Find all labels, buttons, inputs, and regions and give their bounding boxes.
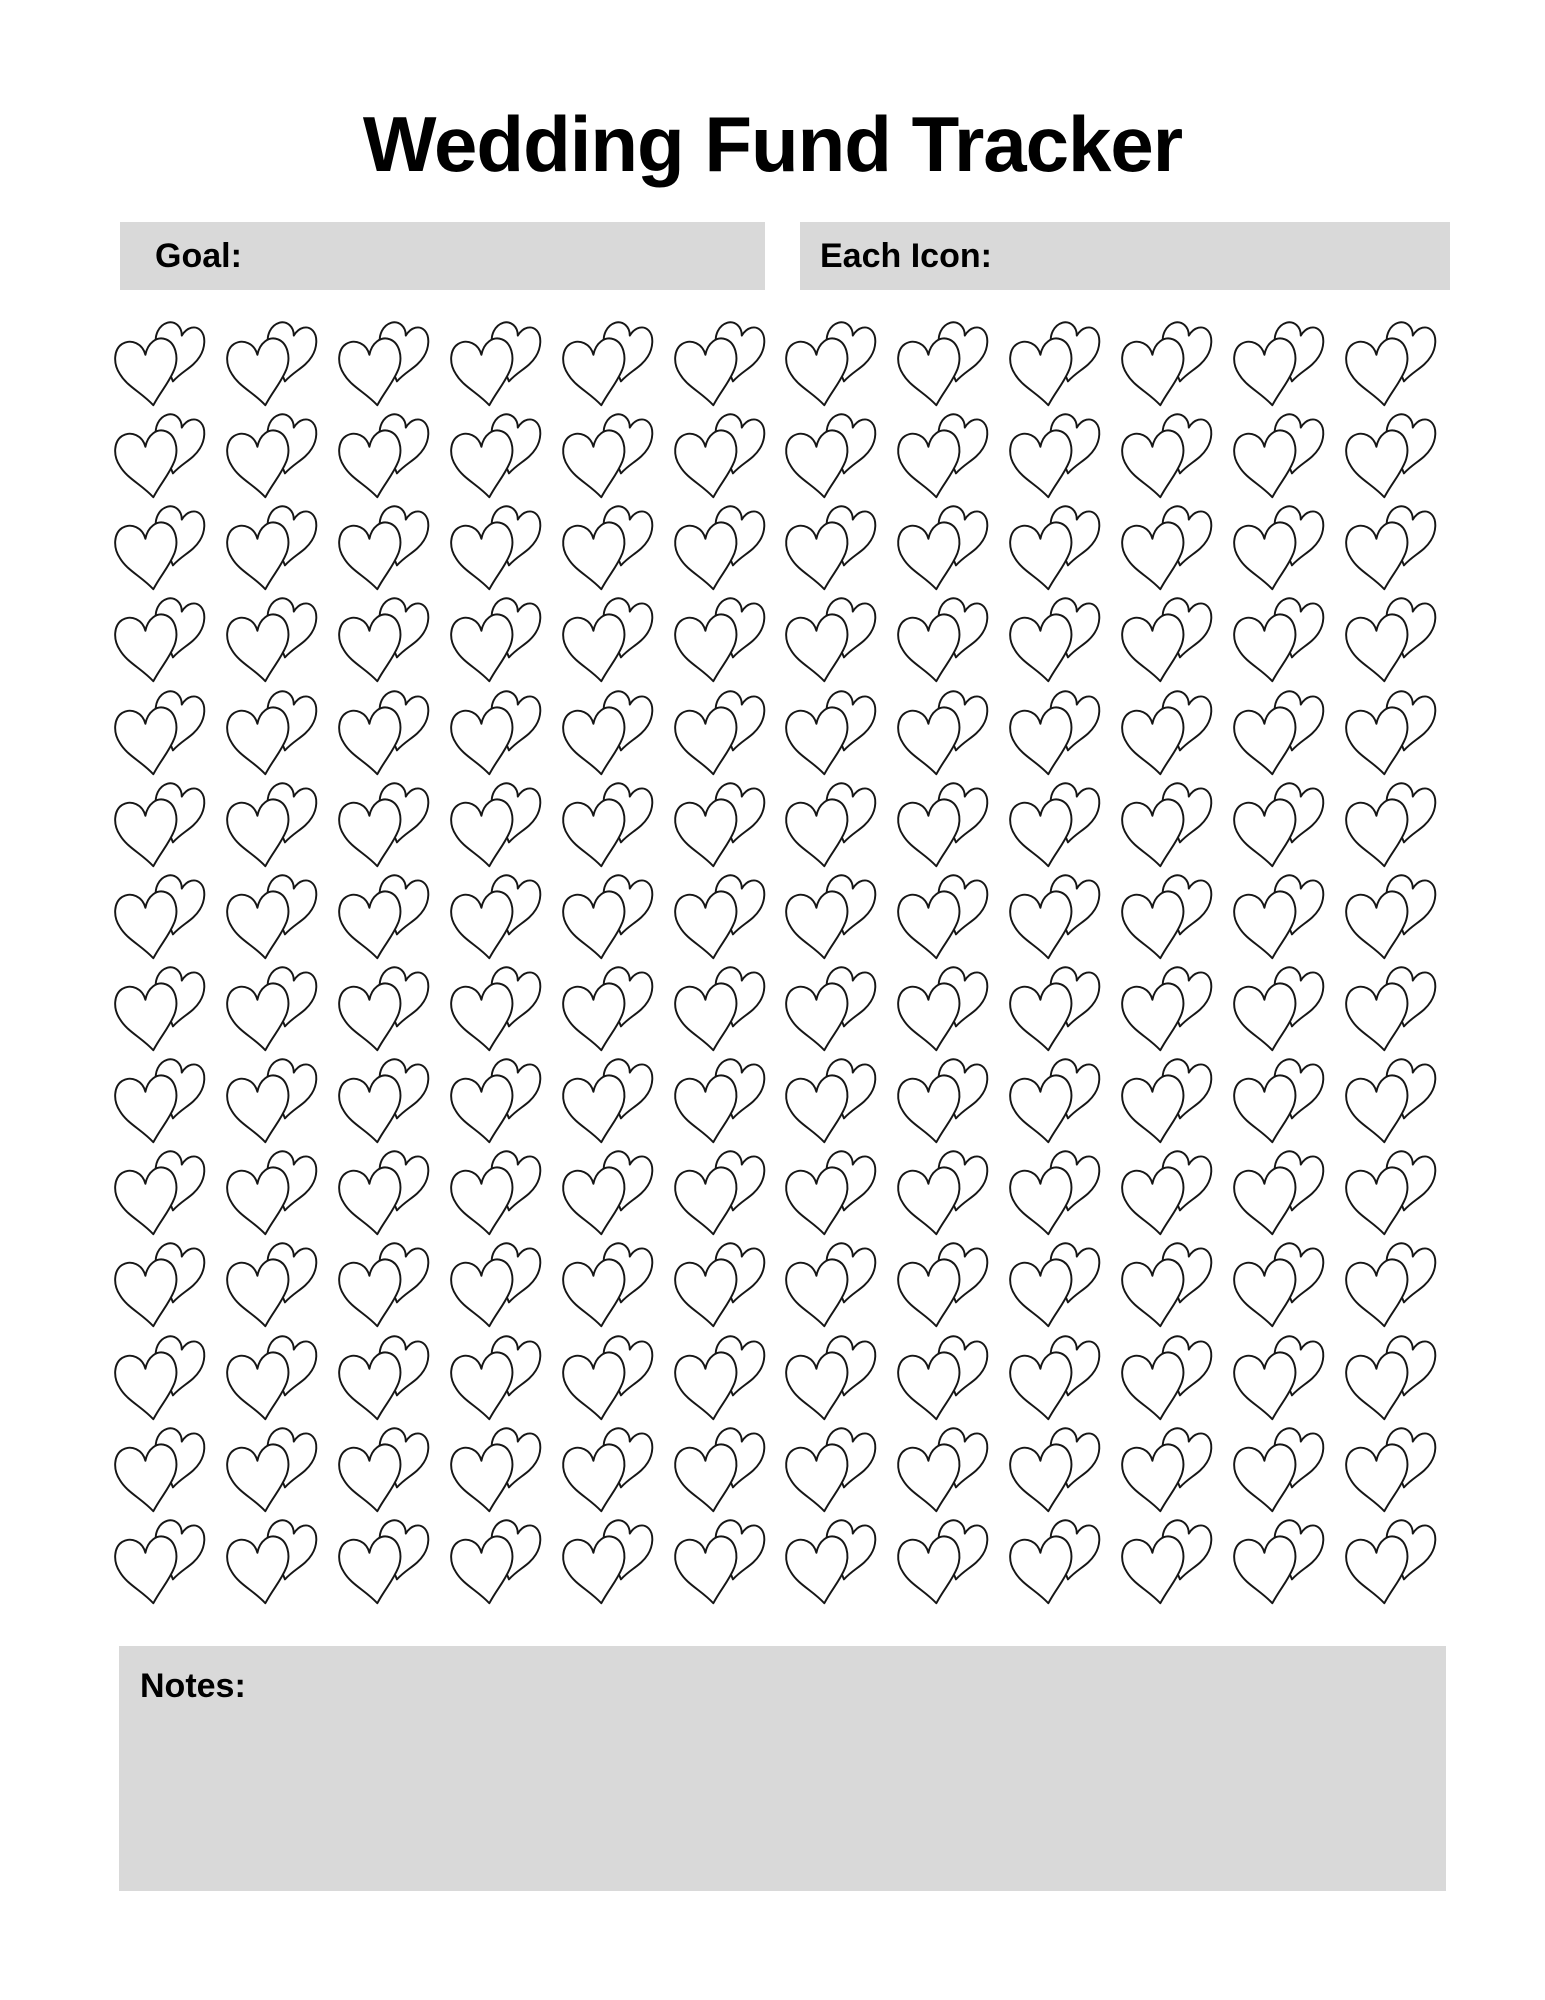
double-hearts-icon: [896, 875, 984, 963]
double-hearts-icon: [1344, 506, 1432, 594]
double-hearts-icon: [1120, 1059, 1208, 1147]
double-hearts-icon: [337, 322, 425, 410]
double-hearts-icon: [225, 1059, 313, 1147]
double-hearts-icon: [1008, 967, 1096, 1055]
double-hearts-icon: [673, 598, 761, 686]
notes-box: [119, 1646, 1446, 1891]
double-hearts-icon: [225, 1151, 313, 1239]
double-hearts-icon: [673, 322, 761, 410]
double-hearts-icon: [113, 783, 201, 871]
double-hearts-icon: [113, 598, 201, 686]
double-hearts-icon: [673, 1520, 761, 1608]
double-hearts-icon: [896, 322, 984, 410]
double-hearts-icon: [337, 1059, 425, 1147]
double-hearts-icon: [113, 1243, 201, 1331]
double-hearts-icon: [225, 1428, 313, 1516]
double-hearts-icon: [1008, 1428, 1096, 1516]
double-hearts-icon: [1120, 783, 1208, 871]
double-hearts-icon: [561, 1243, 649, 1331]
double-hearts-icon: [337, 1336, 425, 1424]
double-hearts-icon: [1232, 322, 1320, 410]
double-hearts-icon: [449, 875, 537, 963]
double-hearts-icon: [449, 1428, 537, 1516]
double-hearts-icon: [449, 506, 537, 594]
double-hearts-icon: [113, 691, 201, 779]
double-hearts-icon: [784, 414, 872, 502]
double-hearts-icon: [784, 691, 872, 779]
double-hearts-icon: [225, 967, 313, 1055]
double-hearts-icon: [1008, 1520, 1096, 1608]
double-hearts-icon: [449, 1243, 537, 1331]
double-hearts-icon: [1344, 1428, 1432, 1516]
double-hearts-icon: [1344, 598, 1432, 686]
double-hearts-icon: [1120, 875, 1208, 963]
double-hearts-icon: [225, 322, 313, 410]
double-hearts-icon: [673, 967, 761, 1055]
double-hearts-icon: [337, 967, 425, 1055]
double-hearts-icon: [1008, 783, 1096, 871]
double-hearts-icon: [673, 1428, 761, 1516]
double-hearts-icon: [1344, 1520, 1432, 1608]
double-hearts-icon: [1232, 506, 1320, 594]
double-hearts-icon: [561, 1520, 649, 1608]
each-icon-label: Each Icon:: [820, 237, 992, 275]
each-icon-value-blank: [992, 222, 1450, 290]
double-hearts-icon: [1344, 967, 1432, 1055]
double-hearts-icon: [561, 967, 649, 1055]
double-hearts-icon: [449, 322, 537, 410]
double-hearts-icon: [561, 1428, 649, 1516]
double-hearts-icon: [1344, 1151, 1432, 1239]
double-hearts-icon: [896, 967, 984, 1055]
double-hearts-icon: [1344, 414, 1432, 502]
double-hearts-icon: [1344, 1243, 1432, 1331]
double-hearts-icon: [337, 414, 425, 502]
double-hearts-icon: [1008, 691, 1096, 779]
double-hearts-icon: [1232, 1243, 1320, 1331]
double-hearts-icon: [561, 783, 649, 871]
double-hearts-icon: [561, 322, 649, 410]
double-hearts-icon: [784, 783, 872, 871]
double-hearts-icon: [784, 1151, 872, 1239]
double-hearts-icon: [1120, 691, 1208, 779]
double-hearts-icon: [896, 1059, 984, 1147]
double-hearts-icon: [896, 783, 984, 871]
double-hearts-icon: [561, 598, 649, 686]
double-hearts-icon: [561, 506, 649, 594]
double-hearts-icon: [337, 598, 425, 686]
double-hearts-icon: [561, 1151, 649, 1239]
double-hearts-icon: [225, 1243, 313, 1331]
double-hearts-icon: [673, 875, 761, 963]
double-hearts-icon: [1232, 598, 1320, 686]
double-hearts-icon: [113, 1428, 201, 1516]
double-hearts-icon: [896, 1243, 984, 1331]
double-hearts-icon: [225, 1520, 313, 1608]
double-hearts-icon: [113, 1059, 201, 1147]
double-hearts-icon: [784, 1428, 872, 1516]
double-hearts-icon: [896, 414, 984, 502]
double-hearts-icon: [673, 1243, 761, 1331]
double-hearts-icon: [673, 506, 761, 594]
double-hearts-icon: [449, 783, 537, 871]
double-hearts-icon: [1008, 506, 1096, 594]
double-hearts-icon: [225, 691, 313, 779]
double-hearts-icon: [1232, 1151, 1320, 1239]
double-hearts-icon: [225, 414, 313, 502]
double-hearts-icon: [673, 1151, 761, 1239]
double-hearts-icon: [1120, 506, 1208, 594]
double-hearts-icon: [449, 967, 537, 1055]
goal-field-box: [120, 222, 765, 290]
double-hearts-icon: [225, 1336, 313, 1424]
double-hearts-icon: [896, 1520, 984, 1608]
double-hearts-icon: [1120, 967, 1208, 1055]
double-hearts-icon: [896, 1336, 984, 1424]
double-hearts-icon: [1232, 1059, 1320, 1147]
goal-label: Goal:: [155, 237, 242, 275]
double-hearts-icon: [561, 875, 649, 963]
double-hearts-icon: [561, 1059, 649, 1147]
double-hearts-icon: [1008, 322, 1096, 410]
double-hearts-icon: [673, 691, 761, 779]
double-hearts-icon: [1232, 691, 1320, 779]
double-hearts-icon: [1344, 322, 1432, 410]
double-hearts-icon: [1008, 1336, 1096, 1424]
double-hearts-icon: [1008, 875, 1096, 963]
double-hearts-icon: [113, 506, 201, 594]
double-hearts-icon: [1232, 1336, 1320, 1424]
double-hearts-icon: [113, 1336, 201, 1424]
double-hearts-icon: [1232, 414, 1320, 502]
double-hearts-icon: [1120, 1428, 1208, 1516]
double-hearts-icon: [337, 691, 425, 779]
each-icon-field-box: [800, 222, 1450, 290]
double-hearts-icon: [113, 414, 201, 502]
double-hearts-icon: [1232, 967, 1320, 1055]
double-hearts-icon: [784, 1336, 872, 1424]
double-hearts-icon: [1120, 1151, 1208, 1239]
double-hearts-icon: [449, 598, 537, 686]
double-hearts-icon: [1120, 1520, 1208, 1608]
goal-value-blank: [242, 222, 765, 290]
double-hearts-icon: [673, 783, 761, 871]
double-hearts-icon: [896, 506, 984, 594]
double-hearts-icon: [449, 414, 537, 502]
double-hearts-icon: [784, 1520, 872, 1608]
double-hearts-icon: [337, 1428, 425, 1516]
double-hearts-icon: [896, 691, 984, 779]
double-hearts-icon: [1344, 1336, 1432, 1424]
double-hearts-icon: [561, 1336, 649, 1424]
double-hearts-icon: [673, 1059, 761, 1147]
double-hearts-icon: [1120, 1336, 1208, 1424]
double-hearts-icon: [337, 1243, 425, 1331]
double-hearts-icon: [225, 783, 313, 871]
double-hearts-icon: [1008, 1151, 1096, 1239]
double-hearts-icon: [784, 875, 872, 963]
double-hearts-icon: [449, 1336, 537, 1424]
double-hearts-icon: [113, 875, 201, 963]
double-hearts-icon: [1232, 875, 1320, 963]
double-hearts-icon: [561, 414, 649, 502]
hearts-grid: [113, 322, 1432, 1608]
double-hearts-icon: [113, 1151, 201, 1239]
double-hearts-icon: [896, 598, 984, 686]
double-hearts-icon: [1232, 783, 1320, 871]
double-hearts-icon: [337, 506, 425, 594]
double-hearts-icon: [784, 1243, 872, 1331]
double-hearts-icon: [1344, 1059, 1432, 1147]
page-title: Wedding Fund Tracker: [362, 100, 1183, 188]
double-hearts-icon: [1120, 598, 1208, 686]
double-hearts-icon: [449, 691, 537, 779]
double-hearts-icon: [784, 506, 872, 594]
double-hearts-icon: [896, 1428, 984, 1516]
double-hearts-icon: [896, 1151, 984, 1239]
double-hearts-icon: [225, 506, 313, 594]
double-hearts-icon: [113, 1520, 201, 1608]
double-hearts-icon: [673, 1336, 761, 1424]
double-hearts-icon: [784, 322, 872, 410]
double-hearts-icon: [337, 783, 425, 871]
double-hearts-icon: [1344, 783, 1432, 871]
notes-label: Notes:: [140, 1667, 246, 1705]
double-hearts-icon: [113, 967, 201, 1055]
double-hearts-icon: [225, 875, 313, 963]
double-hearts-icon: [1344, 691, 1432, 779]
double-hearts-icon: [1120, 414, 1208, 502]
double-hearts-icon: [1120, 1243, 1208, 1331]
double-hearts-icon: [1344, 875, 1432, 963]
double-hearts-icon: [337, 875, 425, 963]
double-hearts-icon: [1120, 322, 1208, 410]
double-hearts-icon: [337, 1151, 425, 1239]
double-hearts-icon: [225, 598, 313, 686]
double-hearts-icon: [1008, 598, 1096, 686]
double-hearts-icon: [449, 1151, 537, 1239]
double-hearts-icon: [337, 1520, 425, 1608]
double-hearts-icon: [673, 414, 761, 502]
double-hearts-icon: [1008, 414, 1096, 502]
double-hearts-icon: [449, 1520, 537, 1608]
double-hearts-icon: [561, 691, 649, 779]
double-hearts-icon: [784, 967, 872, 1055]
double-hearts-icon: [449, 1059, 537, 1147]
double-hearts-icon: [1008, 1059, 1096, 1147]
double-hearts-icon: [113, 322, 201, 410]
double-hearts-icon: [1232, 1520, 1320, 1608]
double-hearts-icon: [1232, 1428, 1320, 1516]
double-hearts-icon: [1008, 1243, 1096, 1331]
double-hearts-icon: [784, 598, 872, 686]
double-hearts-icon: [784, 1059, 872, 1147]
